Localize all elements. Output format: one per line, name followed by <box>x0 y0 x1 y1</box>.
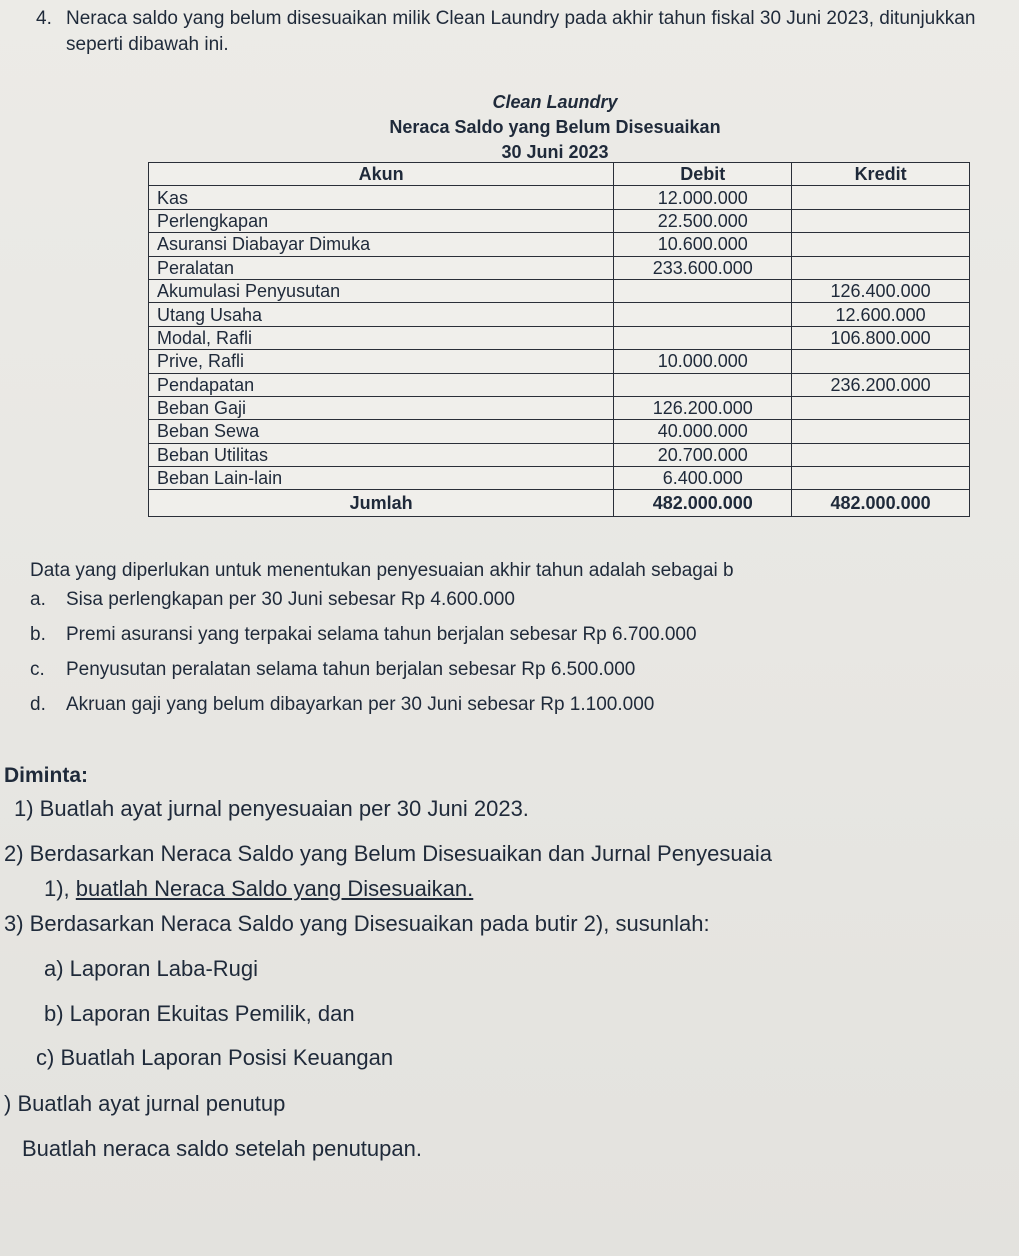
list-item <box>30 691 697 726</box>
cell-debit: 6.400.000 <box>614 467 792 490</box>
company-name: Clean Laundry <box>492 92 618 112</box>
total-label: Jumlah <box>149 490 614 517</box>
total-kredit: 482.000.000 <box>792 490 970 517</box>
cell-kredit: 106.800.000 <box>792 326 970 349</box>
table-row <box>149 350 970 373</box>
task-3c: c) Buatlah Laporan Posisi Keuangan <box>36 1045 394 1070</box>
cell-akun: Peralatan <box>149 256 614 279</box>
cell-akun: Utang Usaha <box>149 303 614 326</box>
item-text: Penyusutan peralatan selama tahun berjalan sebesar Rp 6.500.000 <box>66 659 636 680</box>
cell-akun: Perlengkapan <box>149 209 614 232</box>
cell-debit: 12.000.000 <box>614 186 792 209</box>
item-label: c. <box>30 659 45 680</box>
cell-kredit <box>792 350 970 373</box>
cell-kredit: 12.600.000 <box>792 303 970 326</box>
cell-kredit <box>792 233 970 256</box>
task-2-prefix: 1), <box>44 876 76 901</box>
item-text: Sisa perlengkapan per 30 Juni sebesar Rp 4.600.000 <box>66 589 515 610</box>
cell-debit: 22.500.000 <box>614 209 792 232</box>
list-item <box>30 586 697 621</box>
cell-debit <box>614 373 792 396</box>
table-row <box>149 186 970 209</box>
total-debit: 482.000.000 <box>614 490 792 517</box>
task-3b: b) Laporan Ekuitas Pemilik, dan <box>44 1001 355 1026</box>
cell-kredit <box>792 186 970 209</box>
list-item <box>30 621 697 656</box>
table-row <box>149 233 970 256</box>
task-3a: a) Laporan Laba-Rugi <box>44 956 259 981</box>
total-row <box>149 490 970 517</box>
question-number: 4. <box>36 8 52 29</box>
table-row <box>149 279 970 302</box>
cell-kredit: 236.200.000 <box>792 373 970 396</box>
header-debit: Debit <box>614 163 792 186</box>
cell-akun: Beban Utilitas <box>149 443 614 466</box>
statement-title: Neraca Saldo yang Belum Disesuaikan <box>389 117 721 137</box>
cell-akun: Akumulasi Penyusutan <box>149 279 614 302</box>
table-row <box>149 303 970 326</box>
task-3: 3) Berdasarkan Neraca Saldo yang Disesuaikan pada butir 2), susunlah: <box>4 911 710 936</box>
requested-heading: Diminta: <box>4 764 88 787</box>
table-row <box>149 209 970 232</box>
list-item <box>30 656 697 691</box>
task-2: 2) Berdasarkan Neraca Saldo yang Belum Disesuaikan dan Jurnal Penyesuaia <box>4 841 773 866</box>
cell-debit <box>614 326 792 349</box>
table-row <box>149 467 970 490</box>
table-header-row <box>149 163 970 186</box>
cell-akun: Beban Lain-lain <box>149 467 614 490</box>
cell-akun: Beban Gaji <box>149 396 614 419</box>
question-text: Neraca saldo yang belum disesuaikan milik Clean Laundry pada akhir tahun fiskal 30 Juni 2023, ditunjukkan seperti dibawah ini. <box>66 8 976 55</box>
task-2-underlined: buatlah Neraca Saldo yang Disesuaikan. <box>75 876 474 901</box>
cell-debit <box>614 279 792 302</box>
item-text: Premi asuransi yang terpakai selama tahun berjalan sebesar Rp 6.700.000 <box>66 624 697 645</box>
table-row <box>149 326 970 349</box>
task-1: 1) Buatlah ayat jurnal penyesuaian per 30 Juni 2023. <box>14 796 529 821</box>
item-label: d. <box>30 694 46 715</box>
table-row <box>149 443 970 466</box>
adjustments-intro: Data yang diperlukan untuk menentukan penyesuaian akhir tahun adalah sebagai b <box>30 560 734 581</box>
cell-debit: 233.600.000 <box>614 256 792 279</box>
cell-kredit <box>792 467 970 490</box>
table-row <box>149 420 970 443</box>
cell-debit: 20.700.000 <box>614 443 792 466</box>
item-text: Akruan gaji yang belum dibayarkan per 30 Juni sebesar Rp 1.100.000 <box>66 694 655 715</box>
statement-heading <box>300 90 810 165</box>
adjustments-list <box>30 586 697 726</box>
cell-akun: Pendapatan <box>149 373 614 396</box>
table-row <box>149 256 970 279</box>
trial-balance-table <box>148 162 970 517</box>
cell-kredit <box>792 209 970 232</box>
cell-akun: Kas <box>149 186 614 209</box>
cell-kredit: 126.400.000 <box>792 279 970 302</box>
cell-kredit <box>792 420 970 443</box>
cell-kredit <box>792 256 970 279</box>
cell-akun: Beban Sewa <box>149 420 614 443</box>
task-5: Buatlah neraca saldo setelah penutupan. <box>22 1136 422 1161</box>
cell-debit: 10.000.000 <box>614 350 792 373</box>
cell-akun: Asuransi Diabayar Dimuka <box>149 233 614 256</box>
task-4: ) Buatlah ayat jurnal penutup <box>4 1091 286 1116</box>
cell-debit <box>614 303 792 326</box>
header-akun: Akun <box>149 163 614 186</box>
cell-akun: Modal, Rafli <box>149 326 614 349</box>
header-kredit: Kredit <box>792 163 970 186</box>
item-label: b. <box>30 624 46 645</box>
cell-kredit <box>792 396 970 419</box>
table-row <box>149 396 970 419</box>
task-2-continued <box>44 876 473 902</box>
cell-debit: 10.600.000 <box>614 233 792 256</box>
table-row <box>149 373 970 396</box>
cell-debit: 40.000.000 <box>614 420 792 443</box>
cell-debit: 126.200.000 <box>614 396 792 419</box>
cell-akun: Prive, Rafli <box>149 350 614 373</box>
item-label: a. <box>30 589 46 610</box>
statement-date: 30 Juni 2023 <box>501 142 609 162</box>
cell-kredit <box>792 443 970 466</box>
